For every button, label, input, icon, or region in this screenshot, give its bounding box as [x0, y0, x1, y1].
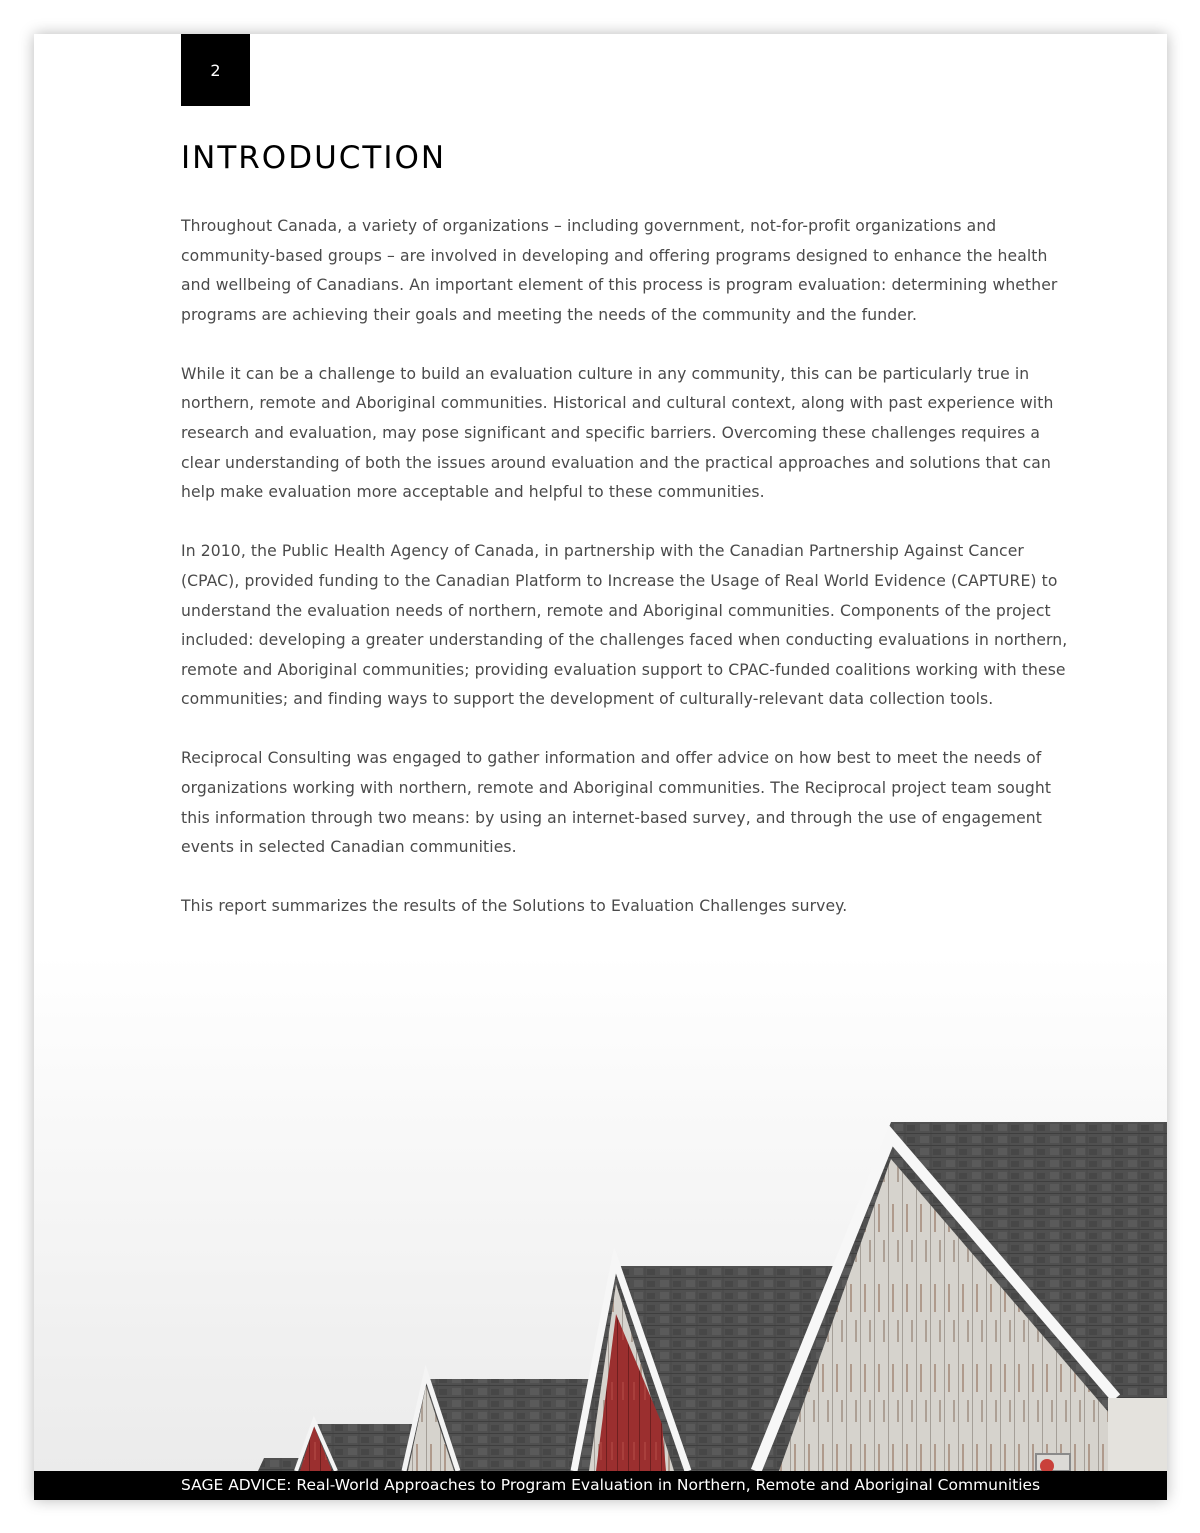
footer-bar [34, 1471, 1167, 1500]
section-title: INTRODUCTION [181, 140, 447, 176]
paragraph-5: This report summarizes the results of the Solutions to Evaluation Challenges survey. [181, 897, 848, 916]
footer-text: SAGE ADVICE: Real-World Approaches to Program Evaluation in Northern, Remote and Aboriginal Communities [181, 1476, 1041, 1494]
barn-rooftops-photo [34, 954, 1167, 1471]
page-number-label: 2 [210, 60, 221, 80]
body-text [181, 212, 1076, 951]
paragraph-2: While it can be a challenge to build an evaluation culture in any community, this can be particularly true in northern, remote and Aboriginal communities. Historical and cultural context, along with past experience with research and evaluation, may pose significant and specific barriers. Overcoming these challenges requires a clear understanding of both the issues around evaluation and the practical approaches and solutions that can help make evaluation more acceptable and helpful to these communities. [181, 364, 1054, 502]
paragraph-3: In 2010, the Public Health Agency of Canada, in partnership with the Canadian Partnership Against Cancer (CPAC), provided funding to the Canadian Platform to Increase the Usage of Real World Evidence (CAPTURE) to understand the evaluation needs of northern, remote and Aboriginal communities. Components of the project included: developing a greater understanding of the challenges faced when conducting evaluations in northern, remote and Aboriginal communities; providing evaluation support to CPAC-funded coalitions working with these communities; and finding ways to support the development of culturally-relevant data collection tools. [181, 542, 1068, 709]
page-number [181, 34, 250, 106]
paragraph-1: Throughout Canada, a variety of organizations – including government, not-for-profit organizations and community-based groups – are involved in developing and offering programs designed to enhance the health and wellbeing of Canadians. An important element of this process is program evaluation: determining whether programs are achieving their goals and meeting the needs of the community and the funder. [181, 217, 1058, 324]
barn-4 [404, 1374, 594, 1471]
paragraph-4: Reciprocal Consulting was engaged to gather information and offer advice on how best to meet the needs of organizations working with northern, remote and Aboriginal communities. The Reciprocal project team sought this information through two means: by using an internet-based survey, and through the use of engagement events in selected Canadian communities. [181, 749, 1052, 857]
document-page [34, 34, 1167, 1500]
